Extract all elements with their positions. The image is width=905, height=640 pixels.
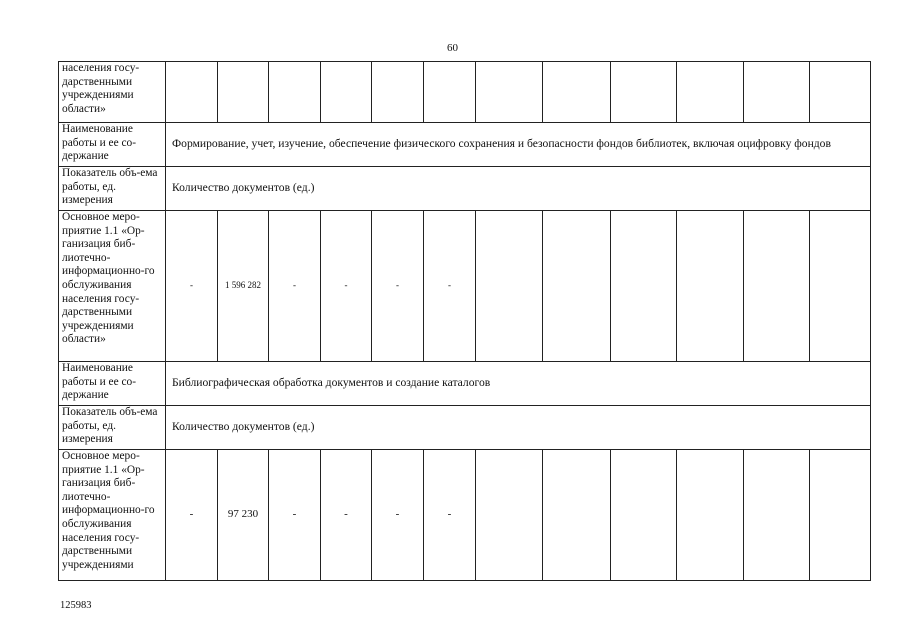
- document-code: 125983: [60, 600, 92, 611]
- value-cell: [218, 62, 269, 123]
- value-cell: [677, 211, 744, 362]
- value-cell: -: [269, 211, 321, 362]
- value-cell: [321, 62, 372, 123]
- value-cell: -: [321, 211, 372, 362]
- value-cell: [476, 450, 543, 581]
- value-cell: [611, 211, 677, 362]
- value-cell: [543, 211, 611, 362]
- row-label: Наименование работы и ее со-держание: [59, 123, 166, 167]
- work-content-text: Формирование, учет, изучение, обеспечение физического сохранения и безопасности фондов библиотек, включая оцифровку фондов: [166, 123, 871, 167]
- work-content-text: Библиографическая обработка документов и создание каталогов: [166, 362, 871, 406]
- value-cell: [677, 450, 744, 581]
- table-row: [59, 123, 871, 167]
- value-cell: [810, 450, 871, 581]
- value-cell: [476, 62, 543, 123]
- value-cell: -: [166, 450, 218, 581]
- row-label: Показатель объ-ема работы, ед. измерения: [59, 406, 166, 450]
- row-label: Основное меро-приятие 1.1 «Ор-ганизация биб-лиотечно-информационно-го обслуживания населения госу-дарственными учреждениями: [59, 450, 166, 581]
- table-row: [59, 406, 871, 450]
- value-cell: [424, 62, 476, 123]
- value-cell: -: [166, 211, 218, 362]
- row-label: населения госу-дарственными учреждениями области»: [59, 62, 166, 123]
- value-cell: [810, 211, 871, 362]
- value-cell: [476, 211, 543, 362]
- value-cell: [166, 62, 218, 123]
- value-cell: [744, 450, 810, 581]
- value-cell: [543, 450, 611, 581]
- volume-indicator-text: Количество документов (ед.): [166, 167, 871, 211]
- value-cell: 97 230: [218, 450, 269, 581]
- value-cell: [543, 62, 611, 123]
- value-cell: 1 596 282: [218, 211, 269, 362]
- table-row: [59, 62, 871, 123]
- value-cell: -: [372, 211, 424, 362]
- value-cell: [744, 62, 810, 123]
- value-cell: [744, 211, 810, 362]
- row-label: Основное меро-приятие 1.1 «Ор-ганизация биб-лиотечно-информационно-го обслуживания населения госу-дарственными учреждениями области»: [59, 211, 166, 362]
- value-cell: [372, 62, 424, 123]
- value-cell: -: [269, 450, 321, 581]
- table-row: [59, 167, 871, 211]
- row-label: Наименование работы и ее со-держание: [59, 362, 166, 406]
- value-cell: -: [424, 450, 476, 581]
- value-cell: -: [321, 450, 372, 581]
- page-number: 60: [447, 42, 458, 54]
- row-label: Показатель объ-ема работы, ед. измерения: [59, 167, 166, 211]
- value-cell: -: [372, 450, 424, 581]
- volume-indicator-text: Количество документов (ед.): [166, 406, 871, 450]
- value-cell: [611, 450, 677, 581]
- table-row: [59, 211, 871, 362]
- table-row: [59, 450, 871, 581]
- value-cell: [611, 62, 677, 123]
- value-cell: [269, 62, 321, 123]
- program-table: [58, 61, 871, 581]
- value-cell: [810, 62, 871, 123]
- table-row: [59, 362, 871, 406]
- value-cell: [677, 62, 744, 123]
- value-cell: -: [424, 211, 476, 362]
